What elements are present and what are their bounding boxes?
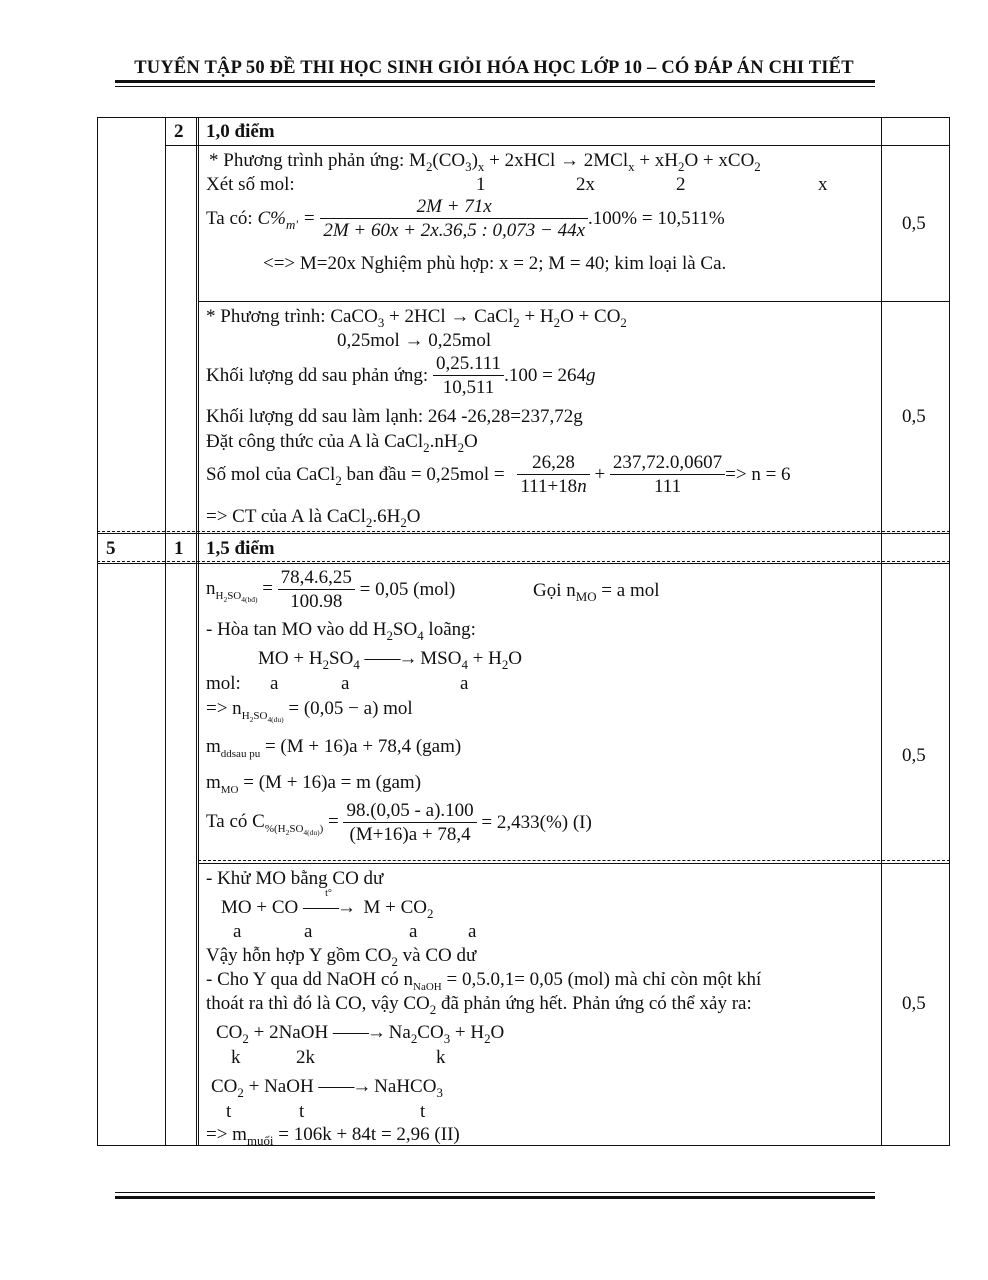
mole-label: mol: — [206, 673, 241, 694]
score-value: 0,5 — [902, 993, 926, 1014]
mole-equation: Số mol của CaCl$_2$ ban đầu = 0,25mol = $\frac{26,28}{111+18n}$ + $\frac{237,72.0,0607}{111}$ => n = 6 — [206, 452, 791, 497]
points-label: 1,5 điểm — [206, 538, 275, 559]
reaction-equation: * Phương trình: CaCO$_3$ + 2HCl → CaCl$_2$ + $H_2O + CO_2$ — [206, 306, 627, 330]
conclusion-line: => CT của A là $CaCl_2.6H_2O$ — [206, 506, 421, 530]
reaction-equation: MO + CO t° ——→ $M + CO_2$ — [221, 888, 434, 921]
reaction-equation: $CO_2$ + 2NaOH ——→ $Na_2CO_3 + H_2O$ — [216, 1022, 505, 1046]
mole-value: 1 — [476, 174, 486, 195]
table-col-divider-3 — [881, 117, 882, 1146]
mole-value: a — [341, 673, 350, 694]
table-col-divider-2 — [196, 117, 197, 1146]
table-left-border — [97, 117, 98, 1146]
table-right-border — [949, 117, 950, 1146]
mole-value: a — [468, 921, 477, 942]
naoh-line: - Cho Y qua dd NaOH có $n_{NaOH} = 0,5.0,1= 0,05$ (mol) mà chỉ còn một khí — [206, 969, 762, 993]
row-divider-dashed — [97, 561, 950, 562]
table-top-border — [97, 117, 950, 118]
concentration-formula: Ta có: $C\%_{m'}$ = $\frac{2M + 71x}{2M + 60x + 2x.36,5 : 0,073 - 44x}$ .100% = 10,511% — [206, 196, 725, 241]
footer-rule-thin — [115, 1192, 875, 1193]
header-rule-thin — [115, 86, 875, 87]
oxide-mass-line: $m_{MO} = (M + 16)a = m$ (gam) — [206, 772, 422, 796]
reaction-equation: $CO_2$ + NaOH ——→ NaHCO$_3$ — [211, 1076, 443, 1100]
mole-value: a — [409, 921, 418, 942]
row-divider — [165, 145, 950, 146]
row-divider-dashed — [97, 531, 950, 532]
mole-value: t — [299, 1101, 305, 1122]
mixture-line: Vậy hỗn hợp Y gồm $CO_2$ và CO dư — [206, 945, 477, 969]
footer-rule-thick — [115, 1196, 875, 1199]
cooled-mass-line: Khối lượng dd sau làm lạnh: 264 -26,28=237,72g — [206, 406, 583, 427]
reaction-equation: MO + $H_2SO_4$ ——→ $MSO_4 + H_2O$ — [258, 648, 523, 672]
table-col-divider-2b — [198, 117, 199, 1146]
score-value: 0,5 — [902, 745, 926, 766]
formula-line: Đặt công thức của A là $CaCl_2.nH_2O$ — [206, 431, 478, 455]
row-divider-dashed — [198, 860, 950, 861]
table-col-divider-1 — [165, 117, 166, 1146]
row-divider — [97, 563, 950, 564]
mole-line: 0,25mol → 0,25mol — [337, 330, 492, 351]
mole-value: a — [270, 673, 279, 694]
mole-value: a — [304, 921, 313, 942]
points-label: 1,0 điểm — [206, 121, 275, 142]
table-bottom-border — [97, 1145, 950, 1146]
solution-mass-line: $m_{ddsau pu} = (M + 16)a + 78,4$ (gam) — [206, 736, 462, 760]
salt-mass-equation: => $m_{muối} = 106k + 84t = 2,96$ (II) — [206, 1124, 460, 1148]
mole-value: k — [231, 1047, 241, 1068]
naoh-line-2: thoát ra thì đó là CO, vậy $CO_2$ đã phản ứng hết. Phản ứng có thể xảy ra: — [206, 993, 752, 1017]
mole-value: x — [818, 174, 828, 195]
row-divider — [198, 301, 950, 302]
dissolve-line: - Hòa tan MO vào dd $H_2SO_4$ loãng: — [206, 619, 476, 643]
sub-question-number: 1 — [174, 538, 184, 559]
reaction-equation: * Phương trình phản ứng: $M_2(CO_3)_x$ + 2xHCl → $2MCl_x + xH_2O + xCO_2$ — [209, 150, 761, 174]
sub-question-number: 2 — [174, 121, 184, 142]
solution-mass-formula: Khối lượng dd sau phản ứng: $\frac{0,25.111}{10,511}$ .100 = 264g — [206, 353, 596, 398]
row-divider — [198, 863, 950, 864]
mole-value: 2k — [296, 1047, 315, 1068]
mole-label: Xét số mol: — [206, 174, 295, 195]
acid-mole-formula: $n_{H_2SO_{4(bđ)}}$ = $\frac{78,4.6,25}{100.98}$ = 0,05 (mol) — [206, 567, 456, 612]
concentration-equation: Ta có $C_{\%(H_2SO_{4(du)})}$ = $\frac{98.(0,05 - a).100}{(M+16)a + 78,4}$ = 2,433(%) (I) — [206, 800, 592, 845]
excess-acid-line: => $n_{H_2SO_{4(du)}} = (0,05 - a)$ mol — [206, 698, 413, 724]
mole-value: 2x — [576, 174, 595, 195]
mole-value: k — [436, 1047, 446, 1068]
reduction-line: - Khử MO bằng CO dư — [206, 868, 384, 889]
header-rule-thick — [115, 80, 875, 83]
mole-value: a — [460, 673, 469, 694]
score-value: 0,5 — [902, 406, 926, 427]
score-value: 0,5 — [902, 213, 926, 234]
page-header-title: TUYỂN TẬP 50 ĐỀ THI HỌC SINH GIỎI HÓA HỌC LỚP 10 – CÓ ĐÁP ÁN CHI TIẾT — [134, 58, 854, 78]
mole-value: a — [233, 921, 242, 942]
variable-definition: Gọi $n_{MO} = a$ mol — [533, 580, 660, 604]
result-line: <=> M=20x Nghiệm phù hợp: x = 2; M = 40; kim loại là Ca. — [263, 253, 727, 274]
mole-value: t — [420, 1101, 426, 1122]
mole-value: t — [226, 1101, 232, 1122]
question-number: 5 — [106, 538, 116, 559]
mole-value: 2 — [676, 174, 686, 195]
row-divider — [97, 533, 950, 534]
